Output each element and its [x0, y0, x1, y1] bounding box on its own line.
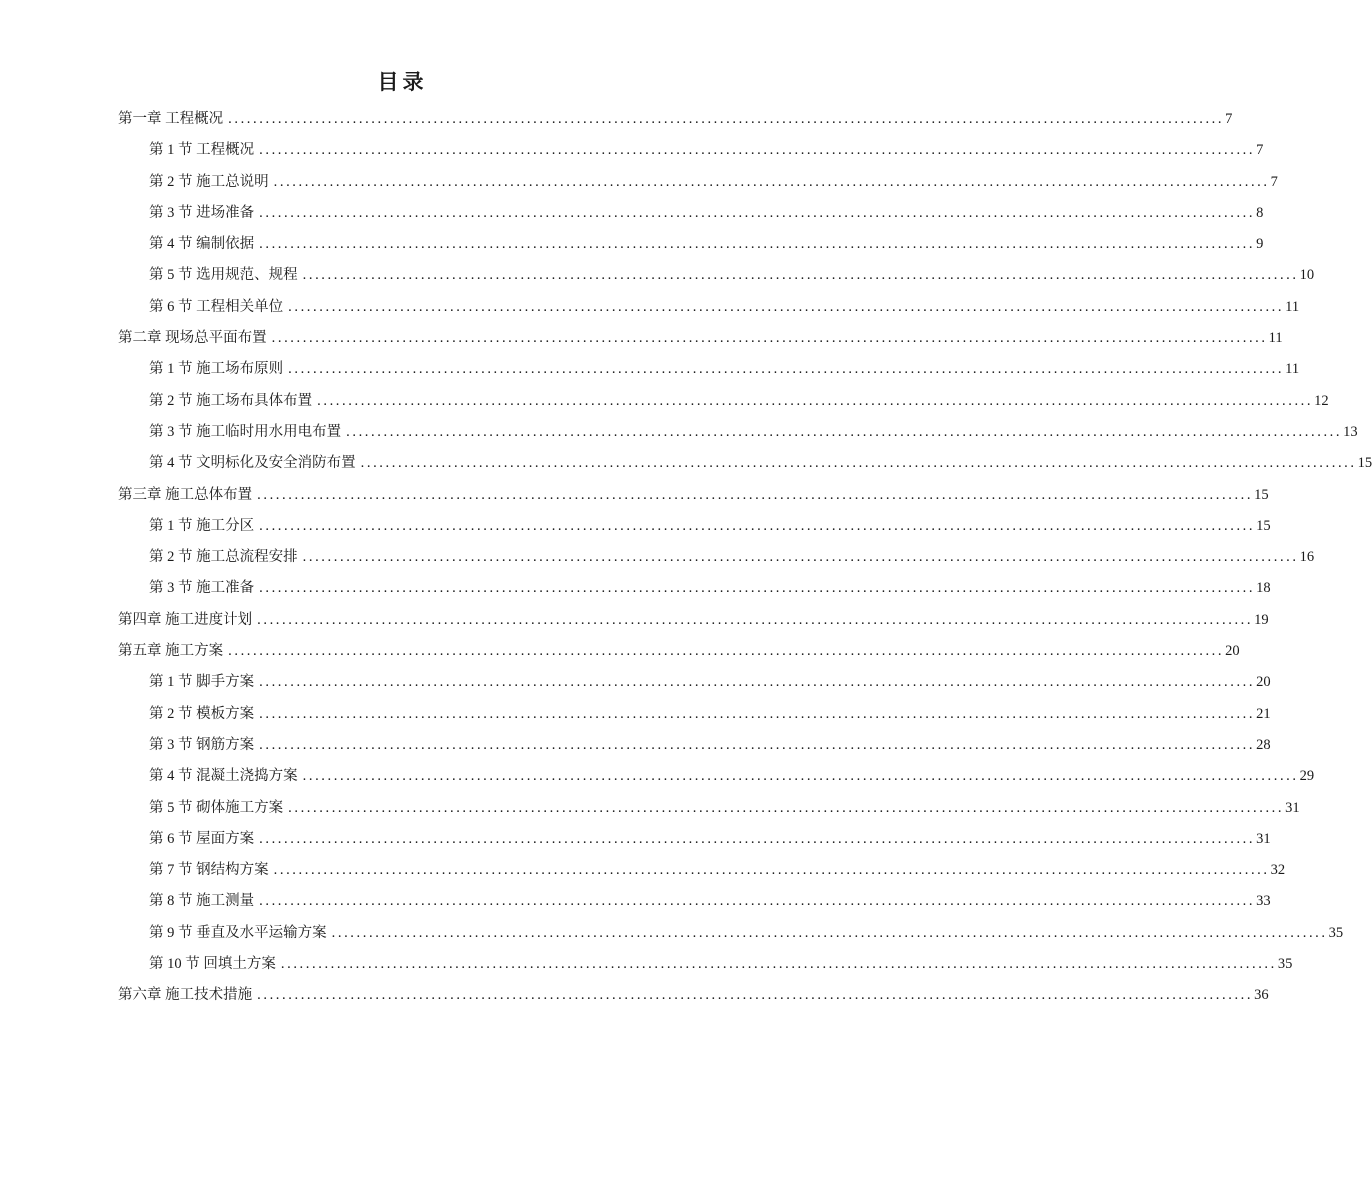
toc-entry-label: 第 1 节 施工场布原则	[149, 361, 284, 378]
toc-entry-chapter[interactable]	[118, 480, 1269, 511]
toc-entry-section[interactable]	[118, 542, 1315, 573]
toc-page-number: 11	[1285, 361, 1300, 378]
toc-page-number: 31	[1285, 799, 1300, 816]
toc-page-number: 31	[1256, 830, 1271, 847]
toc-entry-label: 第 5 节 选用规范、规程	[149, 267, 298, 284]
toc-dot-leader: ................................................................................................................................................................	[317, 392, 1314, 409]
toc-dot-leader: ................................................................................................................................................................	[259, 830, 1256, 847]
toc-page-number: 7	[1270, 173, 1278, 190]
toc-dot-leader: ................................................................................................................................................................	[257, 987, 1254, 1004]
toc-page-number: 13	[1343, 423, 1358, 440]
toc-entry-label: 第六章 施工技术措施	[118, 987, 253, 1004]
toc-entry-section[interactable]	[118, 386, 1329, 417]
toc-dot-leader: ................................................................................................................................................................	[288, 799, 1285, 816]
toc-entry-section[interactable]	[118, 949, 1293, 980]
toc-entry-label: 第 5 节 砌体施工方案	[149, 799, 284, 816]
toc-list	[118, 104, 1372, 1012]
toc-page-number: 16	[1299, 549, 1315, 566]
toc-entry-section[interactable]	[118, 886, 1271, 917]
toc-dot-leader: ................................................................................................................................................................	[259, 736, 1256, 753]
toc-entry-label: 第二章 现场总平面布置	[118, 330, 267, 347]
toc-page-number: 15	[1256, 517, 1271, 534]
toc-entry-label: 第 4 节 编制依据	[149, 236, 255, 253]
toc-entry-label: 第五章 施工方案	[118, 643, 224, 660]
toc-entry-chapter[interactable]	[118, 636, 1240, 667]
toc-page-number: 21	[1256, 705, 1271, 722]
toc-dot-leader: ................................................................................................................................................................	[331, 924, 1328, 941]
toc-entry-label: 第 9 节 垂直及水平运输方案	[149, 924, 327, 941]
toc-page-number: 20	[1256, 674, 1271, 691]
page-title: 目录	[377, 70, 428, 94]
toc-dot-leader: ................................................................................................................................................................	[302, 267, 1299, 284]
toc-entry-label: 第 2 节 施工场布具体布置	[149, 392, 313, 409]
toc-dot-leader: ................................................................................................................................................................	[273, 862, 1270, 879]
toc-entry-label: 第 7 节 钢结构方案	[149, 862, 269, 879]
toc-entry-section[interactable]	[118, 699, 1271, 730]
toc-dot-leader: ................................................................................................................................................................	[228, 111, 1225, 127]
toc-page-number: 35	[1328, 924, 1344, 941]
toc-entry-label: 第一章 工程概况	[118, 111, 224, 127]
toc-entry-section[interactable]	[118, 198, 1264, 229]
toc-dot-leader: ................................................................................................................................................................	[257, 611, 1254, 628]
toc-entry-label: 第 4 节 文明标化及安全消防布置	[149, 455, 356, 472]
toc-dot-leader: ................................................................................................................................................................	[259, 674, 1256, 691]
toc-dot-leader: ................................................................................................................................................................	[288, 298, 1285, 315]
toc-entry-section[interactable]	[118, 511, 1271, 542]
toc-entry-section[interactable]	[118, 573, 1271, 604]
toc-entry-label: 第 3 节 施工准备	[149, 580, 255, 597]
toc-entry-label: 第 2 节 施工总流程安排	[149, 549, 298, 566]
toc-page-number: 28	[1256, 736, 1271, 753]
toc-entry-label: 第 8 节 施工测量	[149, 893, 255, 910]
toc-page-number: 33	[1256, 893, 1271, 910]
toc-dot-leader: ................................................................................................................................................................	[302, 768, 1299, 785]
toc-entry-section[interactable]	[118, 260, 1315, 291]
toc-dot-leader: ................................................................................................................................................................	[259, 204, 1256, 221]
toc-page-number: 8	[1256, 204, 1264, 221]
toc-entry-section[interactable]	[118, 229, 1264, 260]
toc-page-number: 18	[1256, 580, 1271, 597]
toc-entry-section[interactable]	[118, 761, 1315, 792]
toc-entry-label: 第 1 节 工程概况	[149, 142, 255, 159]
toc-entry-label: 第 6 节 屋面方案	[149, 830, 255, 847]
toc-page-number: 10	[1299, 267, 1315, 284]
toc-page-number: 15	[1254, 486, 1269, 503]
toc-page-number: 12	[1314, 392, 1329, 409]
toc-entry-label: 第 3 节 施工临时用水用电布置	[149, 423, 342, 440]
toc-page-number: 11	[1268, 330, 1283, 347]
toc-dot-leader: ................................................................................................................................................................	[259, 893, 1256, 910]
toc-entry-chapter[interactable]	[118, 104, 1233, 135]
toc-dot-leader: ................................................................................................................................................................	[280, 956, 1277, 973]
toc-dot-leader: ................................................................................................................................................................	[257, 486, 1254, 503]
toc-entry-label: 第 1 节 施工分区	[149, 517, 255, 534]
toc-entry-label: 第 2 节 模板方案	[149, 705, 255, 722]
toc-entry-chapter[interactable]	[118, 980, 1269, 1011]
toc-entry-label: 第 10 节 回填土方案	[149, 956, 276, 973]
toc-entry-label: 第 3 节 进场准备	[149, 204, 255, 221]
toc-entry-section[interactable]	[118, 135, 1264, 166]
toc-entry-label: 第 2 节 施工总说明	[149, 173, 269, 190]
toc-entry-section[interactable]	[118, 918, 1344, 949]
toc-entry-label: 第三章 施工总体布置	[118, 486, 253, 503]
toc-dot-leader: ................................................................................................................................................................	[228, 643, 1225, 660]
toc-dot-leader: ................................................................................................................................................................	[271, 330, 1268, 347]
toc-dot-leader: ................................................................................................................................................................	[259, 517, 1256, 534]
document-page	[118, 68, 1372, 1012]
toc-page-number: 15	[1357, 455, 1372, 472]
toc-dot-leader: ................................................................................................................................................................	[346, 423, 1343, 440]
toc-entry-label: 第 1 节 脚手方案	[149, 674, 255, 691]
toc-page-number: 7	[1256, 142, 1264, 159]
toc-page-number: 35	[1277, 956, 1293, 973]
toc-page-number: 19	[1254, 611, 1269, 628]
toc-entry-section[interactable]	[118, 417, 1358, 448]
toc-page-number: 7	[1225, 111, 1233, 127]
toc-page-number: 20	[1225, 643, 1240, 660]
toc-entry-section[interactable]	[118, 793, 1300, 824]
toc-entry-section[interactable]	[118, 855, 1286, 886]
toc-entry-label: 第 6 节 工程相关单位	[149, 298, 284, 315]
toc-entry-section[interactable]	[118, 730, 1271, 761]
toc-entry-section[interactable]	[118, 824, 1271, 855]
toc-entry-section[interactable]	[118, 167, 1278, 198]
toc-entry-label: 第 3 节 钢筋方案	[149, 736, 255, 753]
toc-dot-leader: ................................................................................................................................................................	[302, 549, 1299, 566]
toc-page-number: 9	[1256, 236, 1264, 253]
toc-dot-leader: ................................................................................................................................................................	[273, 173, 1270, 190]
toc-dot-leader: ................................................................................................................................................................	[360, 455, 1357, 472]
toc-dot-leader: ................................................................................................................................................................	[259, 580, 1256, 597]
toc-dot-leader: ................................................................................................................................................................	[288, 361, 1285, 378]
toc-entry-chapter[interactable]	[118, 605, 1269, 636]
toc-entry-section[interactable]	[118, 292, 1300, 323]
toc-page-number: 32	[1270, 862, 1286, 879]
toc-entry-section[interactable]	[118, 448, 1372, 479]
toc-page-number: 11	[1285, 298, 1300, 315]
toc-entry-section[interactable]	[118, 667, 1271, 698]
toc-dot-leader: ................................................................................................................................................................	[259, 705, 1256, 722]
toc-entry-label: 第 4 节 混凝土浇捣方案	[149, 768, 298, 785]
toc-page-number: 36	[1254, 987, 1269, 1004]
toc-page-number: 29	[1299, 768, 1315, 785]
toc-dot-leader: ................................................................................................................................................................	[259, 142, 1256, 159]
toc-entry-label: 第四章 施工进度计划	[118, 611, 253, 628]
toc-dot-leader: ................................................................................................................................................................	[259, 236, 1256, 253]
toc-entry-section[interactable]	[118, 354, 1300, 385]
toc-entry-chapter[interactable]	[118, 323, 1283, 354]
